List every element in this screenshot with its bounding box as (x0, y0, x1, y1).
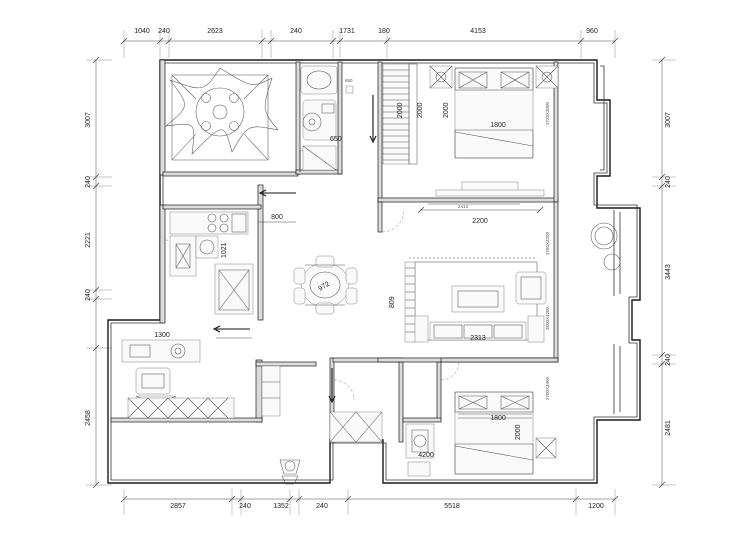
label-bath-depth: 650 (330, 136, 342, 143)
dimension-lines-right (652, 57, 676, 488)
dim-right-1: 240 (665, 176, 672, 188)
dimension-text-left (85, 112, 92, 426)
dim-right-3: 240 (665, 354, 672, 366)
bathroom-fixtures (301, 66, 353, 170)
label-second-bed-depth: 2000 (515, 424, 522, 440)
dim-bottom-1: 240 (239, 503, 251, 510)
dim-right-2: 3443 (665, 264, 672, 280)
dim-bottom-2: 1352 (273, 503, 289, 510)
master-dimension-bar (418, 204, 543, 225)
dim-top-5: 180 (378, 28, 390, 35)
dim-top-4: 1731 (339, 28, 355, 35)
svg-text:2413: 2413 (458, 204, 469, 209)
svg-text:650: 650 (345, 78, 353, 83)
dim-bottom-3: 240 (316, 503, 328, 510)
kitchen-dimension (258, 214, 296, 222)
wardrobe-strip (370, 64, 417, 164)
living-room-furniture (405, 223, 620, 342)
label-dining-table: 972 (317, 280, 332, 293)
label-second-closet: 4200 (418, 452, 434, 459)
dim-bottom-4: 5518 (444, 503, 460, 510)
note-living-size: 2760X3200 (545, 231, 550, 255)
dimension-lines-top (121, 30, 618, 58)
note-master-room-size: 2720X3000 (545, 101, 550, 125)
dim-left-3: 240 (85, 289, 92, 301)
dim-left-0: 3007 (85, 112, 92, 128)
master-bedroom-furniture (430, 66, 558, 196)
dim-right-0: 3007 (665, 112, 672, 128)
label-coffee-run: 809 (389, 296, 396, 308)
label-second-bed-width: 1800 (490, 415, 506, 422)
dim-top-0: 1040 (134, 28, 150, 35)
corridor-storage (262, 366, 382, 442)
label-kitchen-side: 1021 (221, 242, 228, 258)
dim-top-7: 960 (586, 28, 598, 35)
label-sofa-span: 2313 (470, 335, 486, 342)
dim-bottom-5: 1200 (588, 503, 604, 510)
label-balcony-desk: 1300 (154, 332, 170, 339)
note-second-bed-size: 2700X3400 (545, 376, 550, 400)
study-balcony-furniture (122, 326, 252, 418)
label-master-bed-depth-a: 2000 (443, 102, 450, 118)
decor-ceiling-pattern (166, 68, 278, 160)
second-bedroom-furniture (406, 392, 556, 476)
dim-top-2: 2623 (207, 28, 223, 35)
label-wardrobe-depth: 2000 (417, 102, 424, 118)
dimension-lines-bottom (121, 489, 618, 515)
note-living-area-size: 3600X4200 (545, 306, 550, 330)
dim-top-1: 240 (158, 28, 170, 35)
label-master-bed-depth-b: 2000 (397, 102, 404, 118)
label-tv-wall: 2200 (472, 218, 488, 225)
dim-top-6: 4153 (470, 28, 486, 35)
dim-right-4: 2481 (665, 420, 672, 436)
dimension-text-right (665, 112, 672, 436)
dim-left-4: 2458 (85, 410, 92, 426)
dim-left-1: 240 (85, 176, 92, 188)
dim-top-3: 240 (290, 28, 302, 35)
label-kitchen-counter: 800 (271, 214, 283, 221)
dim-bottom-0: 2857 (170, 503, 186, 510)
dimension-text-bottom (170, 503, 604, 510)
label-master-bed-width: 1800 (490, 122, 506, 129)
dimension-text-top (134, 28, 598, 35)
dim-left-2: 2221 (85, 232, 92, 248)
